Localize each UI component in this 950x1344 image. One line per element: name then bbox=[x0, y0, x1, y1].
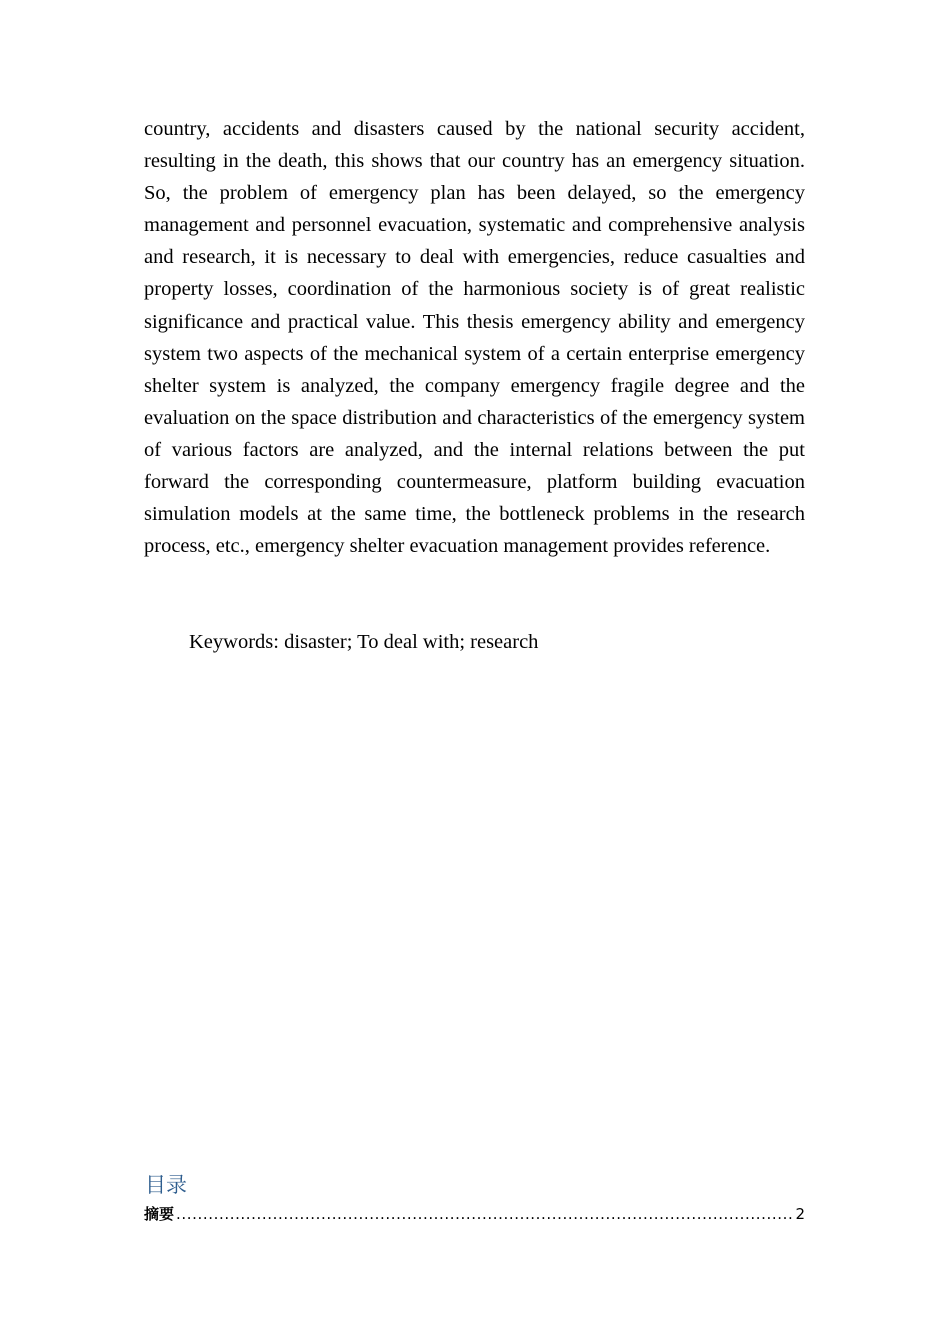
toc-entry-page-number: 2 bbox=[795, 1205, 805, 1223]
toc-entry-label: 摘要 bbox=[144, 1205, 175, 1223]
toc-entry-abstract[interactable] bbox=[144, 1202, 805, 1226]
keywords-line: Keywords: disaster; To deal with; research bbox=[189, 631, 539, 653]
toc-title: 目录 bbox=[145, 1173, 187, 1197]
toc-dot-leader bbox=[176, 1202, 793, 1226]
abstract-body-text: country, accidents and disasters caused by the national security accident, resulting in the death, this shows that our country has an emergency situation. So, the problem of emergency plan has been delayed, so the emergency management and personnel evacuation, systematic and comprehensive analysis and research, it is necessary to deal with emergencies, reduce casualties and property losses, coordination of the harmonious society is of great realistic significance and practical value. This thesis emergency ability and emergency system two aspects of the mechanical system of a certain enterprise emergency shelter system is analyzed, the company emergency fragile degree and the evaluation on the space distribution and characteristics of the emergency system of various factors are analyzed, and the internal relations between the put forward the corresponding countermeasure, platform building evacuation simulation models at the same time, the bottleneck problems in the research process, etc., emergency shelter evacuation management provides reference. bbox=[144, 118, 805, 558]
